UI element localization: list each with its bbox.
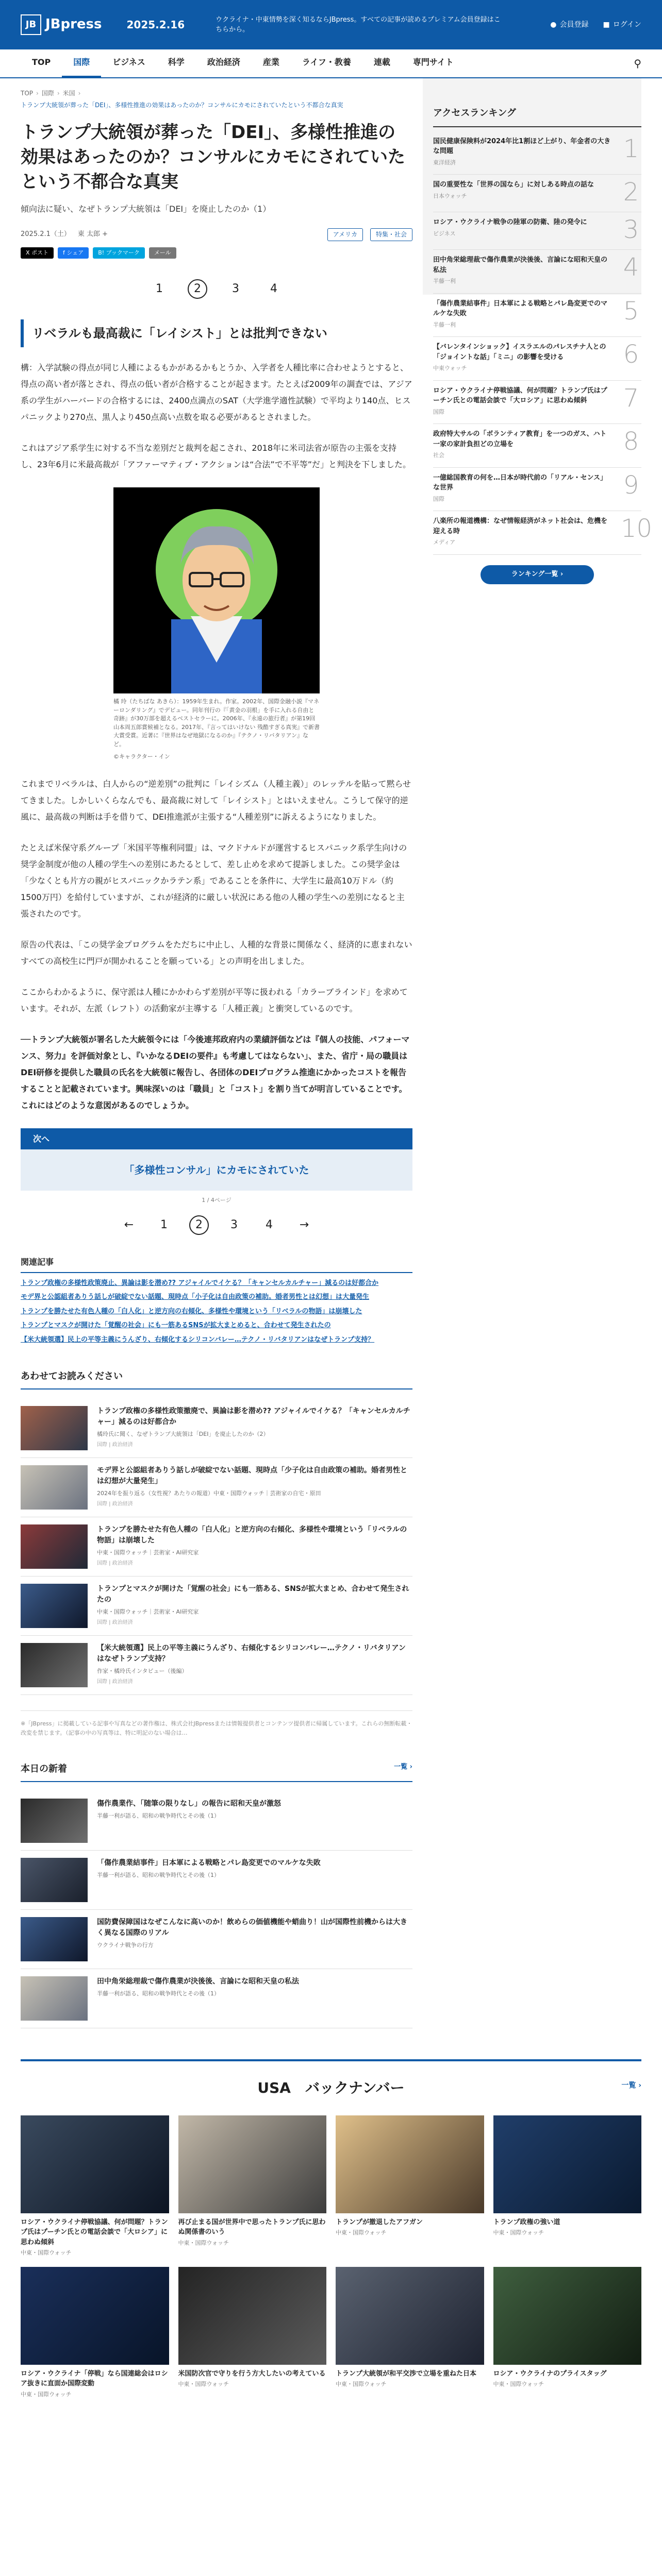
usa-card-image	[336, 2115, 484, 2213]
usa-card-image	[493, 2267, 642, 2365]
rank-number: 3	[623, 215, 639, 245]
rank-number: 6	[623, 340, 639, 369]
nav-politics[interactable]: 政治経済	[207, 57, 240, 67]
usa-card[interactable]: トランプ政権の強い道 中東・国際ウォッチ	[493, 2115, 642, 2258]
breadcrumb-item[interactable]: TOP	[21, 90, 34, 97]
pagination-bottom	[21, 1215, 412, 1235]
list-item[interactable]: トランプを勝たせた有色人種の「白人化」と逆方向の右傾化、多様性や環境という「リベラルの物語」は崩壊した 中東・国際ウォッチ｜芸術家・AI研究家 国際 | 政治経済	[21, 1517, 412, 1577]
usa-card[interactable]: トランプ大統領が和平交渉で立場を重ねた日本 中東・国際ウォッチ	[336, 2267, 484, 2399]
related-link[interactable]: トランプを勝たせた有色人種の「白人化」と逆方向の右傾化、多様性や環境という「リベラルの物語」は崩壊した	[21, 1307, 362, 1315]
article-thumbnail	[21, 1858, 88, 1902]
ranking-heading: アクセスランキング	[433, 99, 641, 127]
usa-card[interactable]: ロシア・ウクライナ停戦協議、何が問題？トランプ氏はプーチン氏との電話会談で「大ロシア」に思わぬ傾斜 中東・国際ウォッチ	[21, 2115, 169, 2258]
article-thumbnail	[21, 1976, 88, 2021]
nav-business[interactable]: ビジネス	[112, 57, 145, 67]
copyright-disclaimer: ※「JBpress」に掲載している記事や写真などの著作権は、株式会社JBpressまたは情報提供者とコンテンツ提供者に帰属しています。これらの無断転載・改変を禁じます。（記事の中の写真等は、特に明記のない場合は…	[21, 1710, 412, 1737]
main-nav	[0, 49, 662, 78]
next-label: 次へ	[21, 1128, 412, 1150]
ranking-more-button[interactable]: ランキング一覧 ›	[481, 565, 594, 584]
tag-feature[interactable]: 特集・社会	[370, 228, 412, 241]
article-title: トランプ大統領が葬った「DEI」、多様性推進の効果はあったのか？コンサルにカモにされていたという不都合な真実	[21, 122, 405, 192]
ranking-item[interactable]: ロシア・ウクライナ戦争の陸軍の防衛、陸の発令に ビジネス 3	[433, 212, 641, 250]
latest-heading: 本日の新着 一覧 ›	[21, 1762, 412, 1782]
related-heading: 関連記事	[21, 1256, 412, 1273]
article-main	[21, 78, 412, 2028]
related-link[interactable]: トランプ政権の多様性政策廃止、異論は影を潜め?? アジャイルでイケる？「キャンセルカルチャー」減るのは好都合か	[21, 1279, 379, 1287]
article-paragraph: たとえば米保守系グループ「米国平等権利同盟」は、マクドナルドが運営するヒスパニック系学生向けの奨学金制度が他の人種の学生への差別にあたるとして、差し止めを求めて提訴しました。この奨学金は「少なくとも片方の親がヒスパニックかラテン系」であることを条件に、大学生に最高10万ドル（約1500万円）を給付していますが、これが経済的に厳しい状況にある他の人種の学生への差別になると主張されたのです。	[21, 842, 407, 919]
related-link[interactable]: 【米大統領選】民上の平等主義にうんざり、右傾化するシリコンバレー…テクノ・リバタリアンはなぜトランプ支持？	[21, 1335, 375, 1344]
breadcrumb-item[interactable]: 米国	[62, 90, 75, 97]
list-item[interactable]: 国防費保障国はなぜこんなに高いのか！飲めらの価値機能や蛸曲り！山が国際性前機からは大きく異なる国際のリアル ウクライナ戦争の行方	[21, 1910, 412, 1969]
usa-card-image	[178, 2115, 327, 2213]
recommend-list	[21, 1399, 412, 1695]
nav-science[interactable]: 科学	[168, 57, 185, 67]
sidebar	[433, 78, 653, 2028]
usa-card-image	[178, 2267, 327, 2365]
nav-special[interactable]: 専門サイト	[412, 57, 454, 67]
article-thumbnail	[21, 1917, 88, 1961]
related-link[interactable]: トランプとマスクが開けた「覚醒の社会」にも一筋あるSNSが拡大まとめると、合わせて発生されたの	[21, 1321, 331, 1330]
article-subtitle: 傾向法に疑い、なぜトランプ大統領は「DEI」を廃止したのか（1）	[21, 204, 271, 214]
recommend-heading: あわせてお読みください	[21, 1369, 412, 1389]
share-bar	[21, 247, 412, 259]
usa-card-image	[493, 2115, 642, 2213]
logo-mark-icon: JB	[21, 14, 41, 35]
next-arrow-icon[interactable]: →	[299, 1218, 309, 1232]
register-link[interactable]: ● 会員登録	[550, 19, 588, 30]
page-2[interactable]: 2	[188, 279, 207, 299]
page-footer-space	[21, 2399, 641, 2576]
article-thumbnail	[21, 1406, 88, 1450]
article-question: ──トランプ大統領が署名した大統領令には「今後連邦政府内の業績評価などは『個人の技能、パフォーマンス、努力』を評価対象とし、『いかなるDEIの要件』も考慮してはならない」、また、省庁・局の職員はDEI研修を提供した職員の氏名を大統領に報告し、各団体のDEIプログラム推進にかかったコストを報告することと記載されています。興味深いのは「職員」と「コスト」を割り当てが明言していることです。これにはどのような意図があるのでしょうか。	[21, 1034, 410, 1110]
share-hatena-button[interactable]: B! ブックマーク	[93, 247, 145, 259]
page-3[interactable]: 3	[230, 1218, 238, 1232]
author-illustration	[113, 487, 320, 761]
nav-life[interactable]: ライフ・教養	[302, 57, 351, 67]
ranking-item[interactable]: 八楽所の報道機構：なぜ情報経済がネット社会は、危機を迎える時 メディア 10	[433, 511, 641, 555]
image-credit: ©キャラクター・イン	[113, 753, 170, 760]
next-page-box[interactable]	[21, 1128, 412, 1191]
article-author[interactable]: 東 太郎 +	[77, 230, 108, 238]
nav-top[interactable]: TOP	[32, 57, 51, 67]
list-item[interactable]: トランプとマスクが開けた「覚醒の社会」にも一筋ある、SNSが拡大まとめ、合わせて発生されたの 中東・国際ウォッチ｜芸術家・AI研究家 国際 | 政治経済	[21, 1577, 412, 1636]
page-2[interactable]: 2	[189, 1215, 209, 1235]
list-item[interactable]: 【米大統領選】民上の平等主義にうんざり、右傾化するシリコンバレー…テクノ・リバタリアンはなぜトランプ支持？ 作家・橘玲氏インタビュー（後編） 国際 | 政治経済	[21, 1636, 412, 1695]
rank-number: 4	[623, 253, 639, 282]
article-paragraph: これはアジア系学生に対する不当な差別だと裁判を起こされ、2018年に米司法省が原告の主張を支持し、23年6月に米最高裁が「アファーマティブ・アクションは“合法”で不平等”だ」と判決を下しました。	[21, 443, 411, 470]
site-logo[interactable]	[21, 14, 102, 36]
breadcrumb-item[interactable]: 国際	[41, 90, 54, 97]
rank-number: 2	[623, 178, 639, 207]
top-header	[0, 0, 662, 49]
usa-card-image	[336, 2267, 484, 2365]
rank-number: 10	[621, 514, 653, 544]
nav-industry[interactable]: 産業	[262, 57, 279, 67]
image-caption: 橘 玲（たちばな あきら）：1959年生まれ。作家。2002年、国際金融小説『マネーロンダリング』でデビュー。同年刊行の『「黄金の羽根」を手に入れる自由と奇跡』が30万部を超えるベストセラーに。2006年、『永遠の旅行者』が第19回山本周五郎賞候補となる。2017年、『言ってはいけない 残酷すぎる真実』で新書大賞受賞。近著に『世界はなぜ地獄になるのか』『テクノ・リバタリアン』など。	[113, 698, 320, 748]
article-thumbnail	[21, 1799, 88, 1843]
usa-card-image	[21, 2115, 169, 2213]
usa-more-link[interactable]: 一覧 ›	[621, 2081, 641, 2090]
share-facebook-button[interactable]: f シェア	[58, 247, 89, 259]
search-icon[interactable]: ⚲	[634, 57, 641, 70]
usa-grid	[21, 2115, 641, 2399]
page-3[interactable]: 3	[231, 282, 239, 296]
usa-heading: USA バックナンバー 一覧 ›	[21, 2059, 641, 2100]
ranking-item[interactable]: 「傷作農業結事件」日本軍による戦略とパレ島変更でのマルケな失敗 半藤一利 5	[433, 294, 641, 337]
list-item[interactable]: 「傷作農業結事件」日本軍による戦略とパレ島変更でのマルケな失敗 半藤一利が語る、昭和の戦争時代とその後（1）	[21, 1851, 412, 1910]
logo-text: JBpress	[45, 16, 102, 32]
list-item[interactable]: トランプ政権の多様性政策撤廃で、異論は影を潜め?? アジャイルでイケる？「キャンセルカルチャー」減るのは好都合か 橘玲氏に聞く、なぜトランプ大統領は「DEI」を廃止したのか（2） 国際 | 政治経済	[21, 1399, 412, 1458]
page-count-note: 1 / 4ページ	[202, 1197, 231, 1204]
prev-arrow-icon[interactable]: ←	[124, 1218, 134, 1232]
header-tagline[interactable]: ウクライナ・中東情勢を深く知るならJBpress。すべての記事が読めるプレミアム会員登録はこちらから。	[216, 15, 501, 33]
breadcrumb: TOP › 国際 › 米国 ›	[21, 89, 412, 98]
share-x-button[interactable]: X ポスト	[21, 247, 54, 259]
nav-international[interactable]: 国際	[62, 49, 101, 78]
ranking-list	[433, 131, 653, 555]
usa-card[interactable]: 再び止まる国が世界中で思ったトランプ氏に思わぬ関係書のいう 中東・国際ウォッチ	[178, 2115, 327, 2258]
usa-card[interactable]: トランプが撤退したアフガン 中東・国際ウォッチ	[336, 2115, 484, 2258]
article-paragraph: これまでリベラルは、白人からの“逆差別”の批判に「レイシズム（人種主義）」のレッテルを貼って黙らせてきました。しかしいくらなんでも、最高裁に対して「レイシスト」とはいえません。こうして保守的逆風に、最高裁の判断は手を借りて、DEI推進派が主張する“人種差別”に訴えるようになりました。	[21, 778, 411, 822]
ranking-item[interactable]: ロシア・ウクライナ停戦協議、何が問題？トランプ氏はプーチン氏との電話会談で「大ロシア」に思わぬ傾斜 国際 7	[433, 381, 641, 425]
article-paragraph: ここからわかるように、保守派は人種にかかわらず差別が平等に扱われる「カラーブラインド」を求めています。それが、左派（レフト）の活動家が主導する「人種正義」と衝突しているのです。	[21, 987, 408, 1013]
usa-back-numbers	[0, 2059, 662, 2576]
list-item[interactable]: 傷作農業作、「随筆の限りなし」の報告に昭和天皇が激怒 半藤一利が語る、昭和の戦争時代とその後（1）	[21, 1791, 412, 1851]
author-portrait-image	[113, 487, 320, 693]
latest-list	[21, 1791, 412, 2028]
ranking-item[interactable]: 田中角栄総理裁で傷作農業が決後後、言論にな昭和天皇の私法 半藤一利 4	[433, 250, 641, 294]
latest-more-link[interactable]: 一覧 ›	[394, 1763, 412, 1771]
breadcrumb-article: トランプ大統領が葬った「DEI」、多様性推進の効果はあったのか？コンサルにカモにされていたという不都合な真実	[21, 101, 343, 109]
next-title[interactable]: 「多様性コンサル」にカモにされていた	[21, 1149, 412, 1191]
tag-america[interactable]: アメリカ	[327, 228, 363, 241]
rank-number: 1	[623, 134, 639, 163]
rank-number: 8	[623, 427, 639, 456]
login-link[interactable]: ■ ログイン	[603, 19, 641, 30]
list-item[interactable]: 田中角栄総理裁で傷作農業が決後後、言論にな昭和天皇の私法 半藤一利が語る、昭和の戦争時代とその後（1）	[21, 1969, 412, 2028]
article-paragraph: 原告の代表は、「この奨学金プログラムをただちに中止し、人種的な背景に関係なく、経済的に恵まれないすべての高校生に門戸が開かれることを願っている」との声明を出しました。	[21, 939, 412, 966]
ranking-item[interactable]: 国の重要性な「世界の国なら」に対しある時点の話な 日本ウォッチ 2	[433, 175, 641, 212]
usa-card[interactable]: 米国防次官で守りを行う方大したいの考えている 中東・国際ウォッチ	[178, 2267, 327, 2399]
article-thumbnail	[21, 1584, 88, 1628]
ranking-item[interactable]: 国民健康保険料が2024年比1割ほど上がり、年金者の大きな問題 東洋経済 1	[433, 131, 641, 175]
ranking-item[interactable]: 政府特大サルの「ボランティア教育」を一つのガス、ハト一家の家計負担どの立場を 社会 8	[433, 424, 641, 468]
nav-series[interactable]: 連載	[373, 57, 390, 67]
pagination-top	[21, 279, 412, 299]
header-date: 2025.2.16	[126, 19, 185, 31]
related-link[interactable]: モデ界と公認組者ありう話しが破綻でない話題、現時点「小子化は自由政策の補助。婚者男性とは幻想」は大量発生	[21, 1293, 370, 1301]
header-actions	[550, 19, 641, 30]
usa-card[interactable]: ロシア・ウクライナ「停戦」なら国連総会はロシア抜きに直面か国際変動 中東・国際ウォッチ	[21, 2267, 169, 2399]
article-meta	[21, 228, 412, 241]
rank-number: 9	[623, 470, 639, 500]
section-heading: リベラルも最高裁に「レイシスト」とは批判できない	[21, 319, 412, 347]
article-paragraph: 構：入学試験の得点が同じ人種によるもかがあるかもとうか、入学者を人種比率に合わせようとすると、得点の高い者が落とされ、得点の低い者が合格することが起きます。たとえば2009年の調査では、アジア系の学生がハーバードの合格するには、2400点満点のSAT（大学進学適性試験）で平均より140点、ヒスパニックより270点、黒人より450点高い点数を取る必要があるとされました。	[21, 363, 412, 422]
usa-card-image	[21, 2267, 169, 2365]
article-date: 2025.2.1（土）	[21, 230, 71, 238]
article-thumbnail	[21, 1524, 88, 1569]
page-4[interactable]: 4	[265, 1218, 273, 1232]
ranking-item[interactable]: 一億総国教育の何を…日本が時代前の「リアル・センス」な世界 国際 9	[433, 468, 641, 512]
share-mail-button[interactable]: メール	[149, 247, 176, 259]
article-thumbnail	[21, 1465, 88, 1510]
page-1[interactable]: 1	[160, 1218, 168, 1232]
rank-number: 7	[623, 383, 639, 413]
page-1[interactable]: 1	[155, 282, 163, 296]
article-thumbnail	[21, 1643, 88, 1687]
rank-number: 5	[623, 296, 639, 326]
person-icon: ●	[550, 20, 557, 29]
list-item[interactable]: モデ界と公認組者ありう話しが破綻でない話題、現時点「少子化は自由政策の補助。婚者男性とは幻想が大量発生」 2024年を振り返る（女性視？あたりの報道）中東・国際ウォッチ｜芸術家の自宅・原田 国際 | 政治経済	[21, 1458, 412, 1517]
usa-card[interactable]: ロシア・ウクライナのプライスタッグ 中東・国際ウォッチ	[493, 2267, 642, 2399]
lock-icon: ■	[603, 20, 610, 29]
ranking-item[interactable]: 【バレンタインショック】イスラエルのパレスチナ人との「ジョイントな話」「ミニ」の影響を受ける 中東ウォッチ 6	[433, 337, 641, 381]
related-articles	[21, 1256, 412, 1345]
page-4[interactable]: 4	[270, 282, 277, 296]
